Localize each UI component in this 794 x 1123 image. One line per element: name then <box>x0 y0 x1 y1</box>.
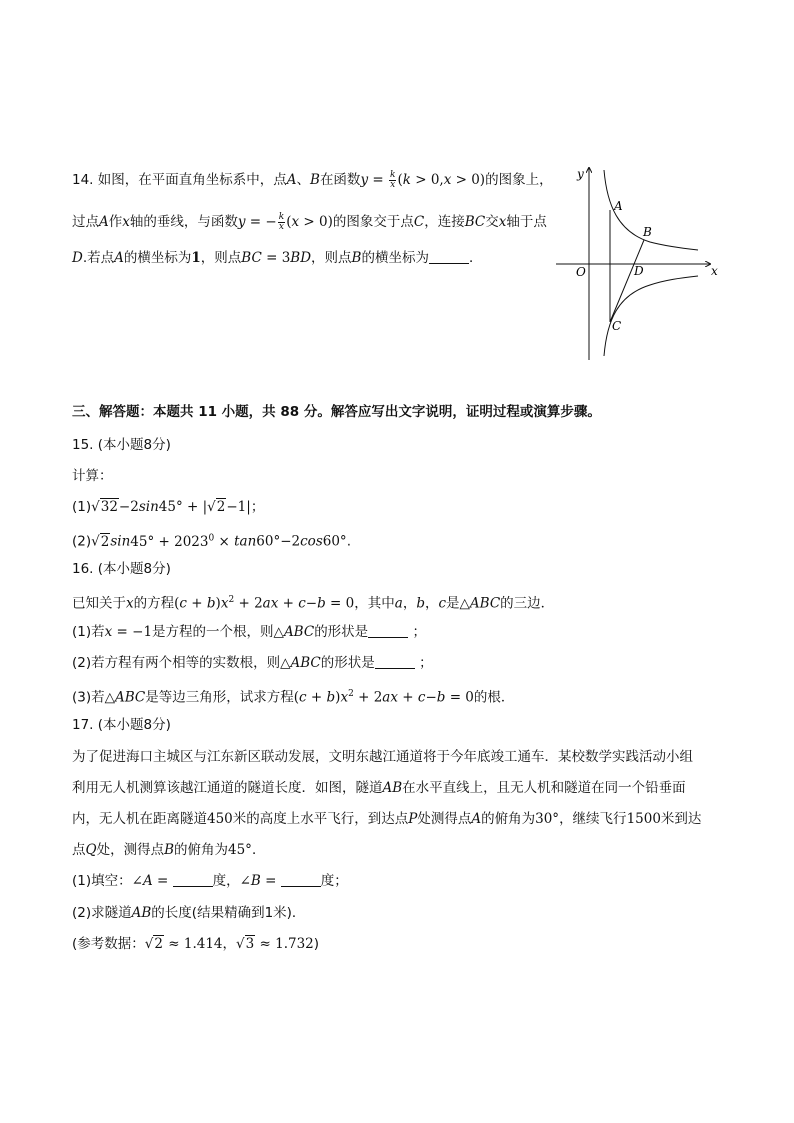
label-C: C <box>612 319 622 333</box>
label-D: D <box>634 264 644 278</box>
q17-line-2: 利用无人机测算该越江通道的隧道长度．如图，隧道AB在水平直线上，且无人机和隧道在同一个铅垂面 <box>72 780 686 796</box>
q16-part-3: (3)若△ABC是等边三角形，试求方程$(c + b)x^2 + 2ax + c-b = 0$的根． <box>72 689 515 706</box>
q17-answer-blank-B[interactable] <box>281 872 321 887</box>
q17-line-1: 为了促进海口主城区与江东新区联动发展，文明东越江通道将于今年底竣工通车．某校数学实践活动小组 <box>72 749 693 765</box>
q16-part-2: (2)若方程有两个相等的实数根，则△ABC的形状是 ； <box>72 655 433 671</box>
label-x: x <box>711 264 718 278</box>
curve-neg-k-over-x <box>604 276 698 356</box>
q17-line-4: 点Q处，测得点B的俯角为45°． <box>72 842 266 858</box>
section-heading: 三、解答题：本题共 11 小题，共 88 分。解答应写出文字说明，证明过程或演算步骤。 <box>72 404 601 420</box>
segment-BC <box>610 240 644 322</box>
q16-stem: 已知关于x的方程$(c + b)x^2 + 2ax + c-b = 0$，其中a，b，c是△ABC的三边． <box>72 595 555 612</box>
q14-answer-blank[interactable] <box>429 249 469 264</box>
q17-line-3: 内，无人机在距离隧道450米的高度上水平飞行，到达点P处测得点A的俯角为30°，继续飞行1500米到达 <box>72 811 702 827</box>
q14-line-2: 过点A作x轴的垂线，与函数y = − $\frac{k}{x}$ (x > 0)的图象交于点C，连接BC交x轴于点 <box>72 211 547 232</box>
q17-title: 17. (本小题8分) <box>72 717 171 733</box>
q16-answer-blank-2[interactable] <box>375 654 415 669</box>
q15-title: 15. (本小题8分) <box>72 437 171 453</box>
q14-graph <box>550 160 730 370</box>
label-O: O <box>576 265 586 279</box>
q16-answer-blank-1[interactable] <box>368 623 408 638</box>
q17-reference: (参考数据：√2 ≈ 1.414，√3 ≈ 1.732) <box>72 936 320 952</box>
label-A: A <box>614 199 623 213</box>
q15-part-1: (1)√32−2sin45° + |√2−1|； <box>72 499 265 515</box>
q15-part-2: $(2)√2\sin 45^\circ + 2023^0 \times \tan 60^\circ-2\cos 60^\circ$. <box>72 533 351 550</box>
q15-prompt: 计算： <box>72 468 113 484</box>
q17-answer-blank-A[interactable] <box>173 872 213 887</box>
q16-title: 16. (本小题8分) <box>72 561 171 577</box>
q17-part-2: (2)求隧道AB的长度(结果精确到1米)． <box>72 905 306 921</box>
label-B: B <box>643 225 652 239</box>
q17-part-1: (1)填空：∠A = 度，∠B = 度； <box>72 873 348 889</box>
q16-part-1: (1)若x = −1是方程的一个根，则△ABC的形状是 ； <box>72 624 426 640</box>
q14-line-3: D.若点A的横坐标为1，则点BC = 3BD，则点B的横坐标为 ． <box>72 250 483 266</box>
label-y: y <box>577 167 584 181</box>
q14-line-1: 14. 如图，在平面直角坐标系中，点A、B在函数y = $\frac{k}{x}$ (k > 0,x > 0)的图象上， <box>72 169 553 190</box>
